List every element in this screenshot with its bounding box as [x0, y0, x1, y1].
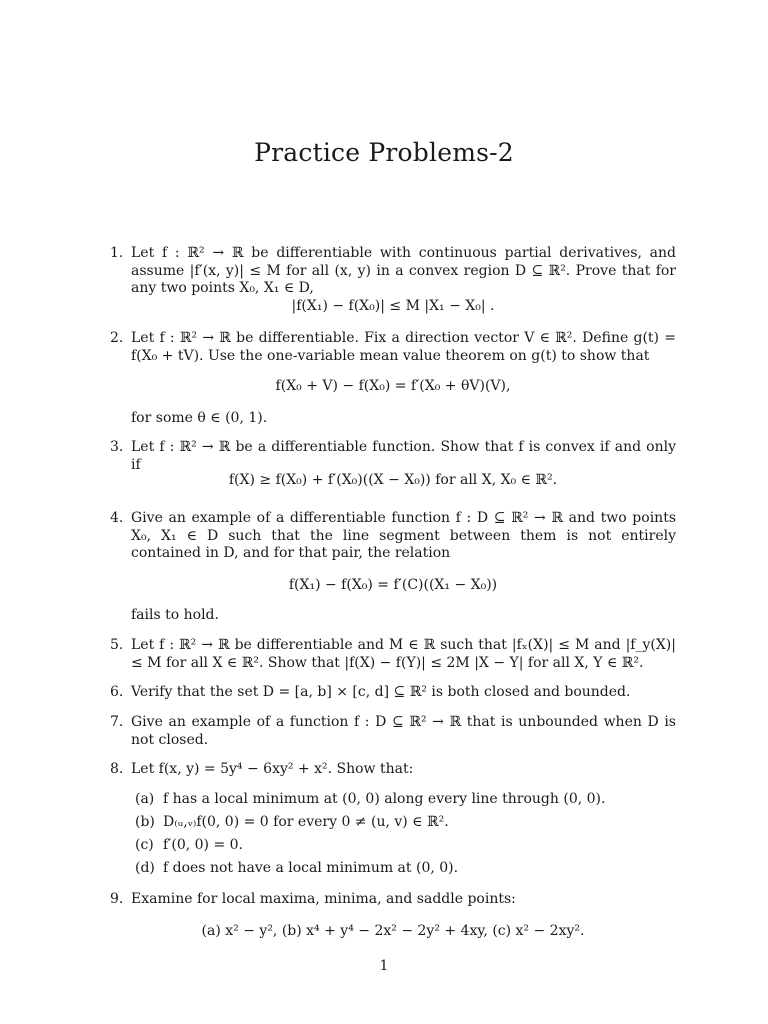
- problem-4-continuation: [110, 607, 676, 625]
- problem-9: [110, 891, 676, 909]
- problem-text: Let f : ℝ² → ℝ be differentiable. Fix a direction vector V ∈ ℝ². Define g(t) = f(X₀ + tV). Use the one-variable mean value theorem on g(t) to show that: [131, 330, 676, 364]
- problem-number: 5.: [110, 637, 124, 653]
- display-equation: f(X₀ + V) − f(X₀) = f′(X₀ + θV)(V),: [275, 378, 511, 394]
- problem-1: [110, 245, 676, 298]
- subitem-text: D₍ᵤ,ᵥ₎f(0, 0) = 0 for every 0 ≠ (u, v) ∈ ℝ².: [163, 814, 449, 830]
- subitem-text: f′(0, 0) = 0.: [163, 837, 243, 853]
- problem-number: 1.: [110, 245, 124, 261]
- problem-8: [110, 761, 676, 779]
- subitem-label: (d): [135, 860, 155, 876]
- subitem-b: [135, 814, 655, 832]
- subitem-a: [135, 791, 655, 809]
- problem-2: [110, 330, 676, 365]
- problem-number: 7.: [110, 714, 124, 730]
- page-title: Practice Problems-2: [254, 138, 514, 167]
- problem-text: Let f : ℝ² → ℝ be differentiable with continuous partial derivatives, and assume |f′(x, y)| ≤ M for all (x, y) in a convex region D ⊆ ℝ². Prove that for any two points X₀, X₁ ∈ D,: [131, 245, 676, 296]
- problem-number: 3.: [110, 439, 124, 455]
- problem-4: [110, 510, 676, 563]
- problem-6: [110, 684, 676, 702]
- display-equation: (a) x² − y², (b) x⁴ + y⁴ − 2x² − 2y² + 4xy, (c) x² − 2xy².: [201, 923, 585, 939]
- subitem-d: [135, 860, 655, 878]
- problem-text: Let f(x, y) = 5y⁴ − 6xy² + x². Show that:: [131, 761, 414, 777]
- problem-number: 9.: [110, 891, 124, 907]
- display-equation: f(X₁) − f(X₀) = f′(C)((X₁ − X₀)): [288, 577, 498, 593]
- page-number: 1: [379, 958, 389, 974]
- problem-text: Give an example of a function f : D ⊆ ℝ² → ℝ that is unbounded when D is not closed.: [131, 714, 676, 748]
- subitem-c: [135, 837, 655, 855]
- problem-text: fails to hold.: [131, 607, 219, 623]
- problem-text: Let f : ℝ² → ℝ be a differentiable function. Show that f is convex if and only if: [131, 439, 676, 473]
- problem-number: 6.: [110, 684, 124, 700]
- problem-text: Give an example of a differentiable function f : D ⊆ ℝ² → ℝ and two points X₀, X₁ ∈ D such that the line segment between them is not entirely contained in D, and for that pair, the relation: [131, 510, 676, 561]
- problem-number: 2.: [110, 330, 124, 346]
- display-equation: f(X) ≥ f(X₀) + f′(X₀)((X − X₀)) for all X, X₀ ∈ ℝ².: [228, 472, 558, 488]
- subitem-label: (c): [135, 837, 154, 853]
- subitem-label: (a): [135, 791, 155, 807]
- problem-text: Verify that the set D = [a, b] × [c, d] ⊆ ℝ² is both closed and bounded.: [131, 684, 631, 700]
- problem-3: [110, 439, 676, 474]
- subitem-text: f has a local minimum at (0, 0) along every line through (0, 0).: [163, 791, 606, 807]
- subitem-text: f does not have a local minimum at (0, 0).: [163, 860, 459, 876]
- problem-text: Let f : ℝ² → ℝ be differentiable and M ∈ ℝ such that |fₓ(X)| ≤ M and |f_y(X)| ≤ M for all X ∈ ℝ². Show that |f(X) − f(Y)| ≤ 2M |X − Y| for all X, Y ∈ ℝ².: [131, 637, 676, 671]
- problem-text: for some θ ∈ (0, 1).: [131, 410, 268, 426]
- problem-2-continuation: [110, 410, 676, 428]
- display-equation: |f(X₁) − f(X₀)| ≤ M |X₁ − X₀| .: [291, 298, 495, 314]
- problem-7: [110, 714, 676, 749]
- problem-5: [110, 637, 676, 672]
- subitem-label: (b): [135, 814, 155, 830]
- problem-number: 4.: [110, 510, 124, 526]
- problem-text: Examine for local maxima, minima, and saddle points:: [131, 891, 516, 907]
- problem-number: 8.: [110, 761, 124, 777]
